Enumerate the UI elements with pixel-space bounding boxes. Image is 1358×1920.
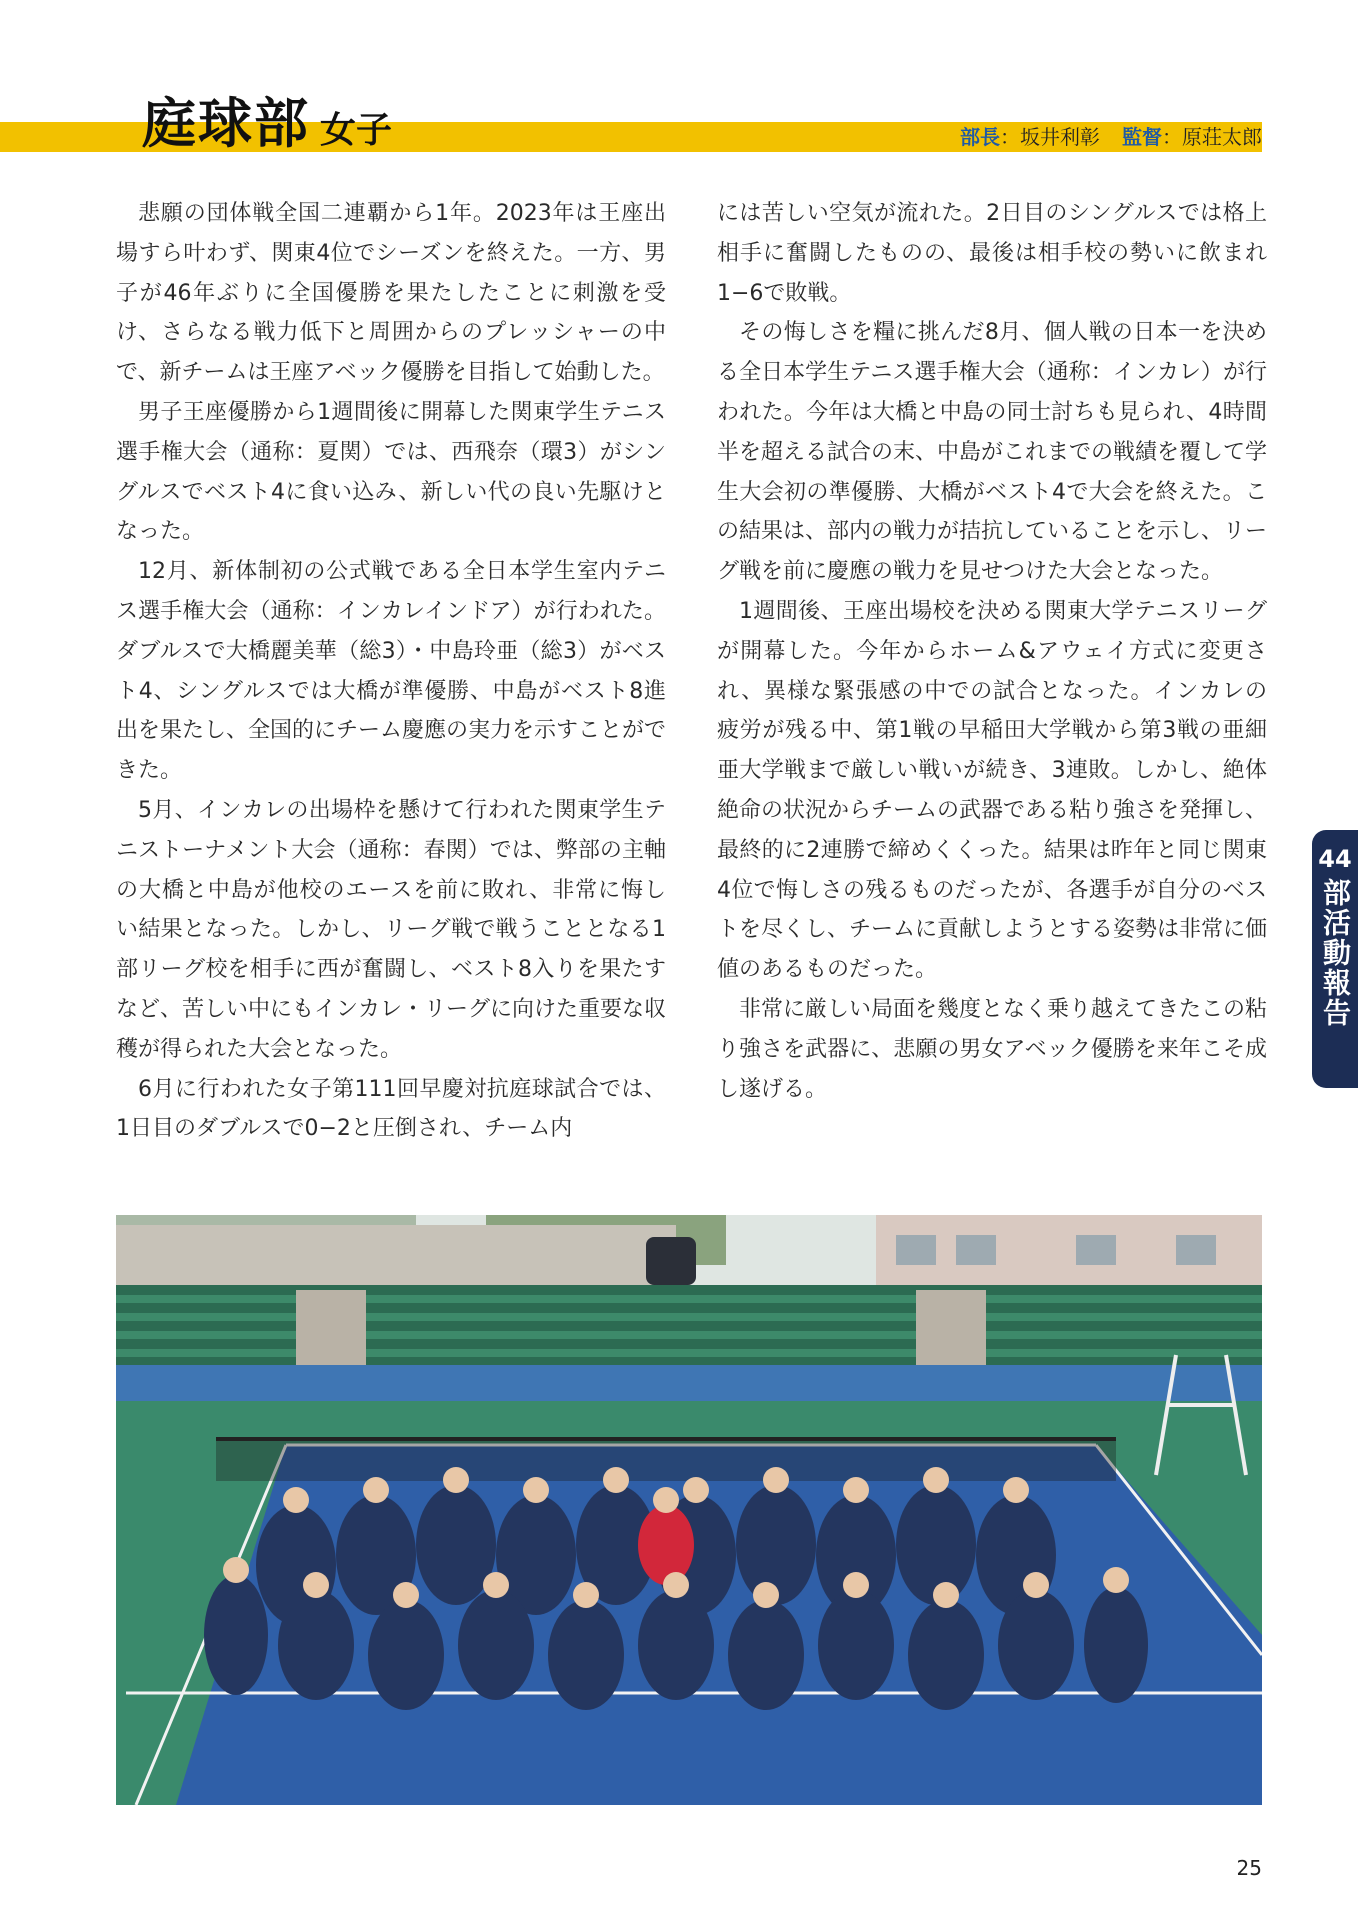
title-sub: 女子: [320, 110, 393, 151]
section-number: 44: [1318, 845, 1352, 873]
team-photo-illustration: [116, 1215, 1262, 1805]
article-left-column: [116, 194, 666, 1149]
paragraph-continued: には苦しい空気が流れた。2日目のシングルスでは格上相手に奮闘したものの、最後は相手校の勢いに飲まれ1−6で敗戦。: [717, 201, 1267, 306]
paragraph: 1週間後、王座出場校を決める関東大学テニスリーグが開幕した。今年からホーム&アウェイ方式に変更され、異様な緊張感の中での試合となった。インカレの疲労が残る中、第1戦の早稲田大学戦から第3戦の亜細亜大学戦まで厳しい戦いが続き、3連敗。しかし、絶体絶命の状況からチームの武器である粘り強さを発揮し、最終的に2連勝で締めくくった。結果は昨年と同じ関東4位で悔しさの残るものだったが、各選手が自分のベストを尽くし、チームに貢献しようとする姿勢は非常に価値のあるものだった。: [717, 598, 1268, 983]
role-director: 部長: [960, 125, 1000, 149]
article-right-column: [717, 194, 1267, 1109]
paragraph: 6月に行われた女子第111回早慶対抗庭球試合では、1日目のダブルスで0−2と圧倒され、チーム内: [116, 1076, 666, 1142]
title-main: 庭球部: [142, 92, 310, 155]
page-number: 25: [1236, 1856, 1262, 1880]
paragraph: 12月、新体制初の公式戦である全日本学生室内テニス選手権大会（通称：インカレインドア）が行われた。ダブルスで大橋麗美華（総3）・中島玲亜（総3）がベスト4、シングルスでは大橋が準優勝、中島がベスト8進出を果たし、全国的にチーム慶應の実力を示すことができた。: [116, 559, 667, 784]
paragraph: 非常に厳しい局面を幾度となく乗り越えてきたこの粘り強さを武器に、悲願の男女アベック優勝を来年こそ成し遂げる。: [717, 996, 1268, 1102]
page-title: [142, 92, 392, 156]
section-label: 部活動報告: [1319, 878, 1352, 1028]
paragraph: 悲願の団体戦全国二連覇から1年。2023年は王座出場すら叶わず、関東4位でシーズンを終えた。一方、男子が46年ぶりに全国優勝を果たしたことに刺激を受け、さらなる戦力低下と周囲からのプレッシャーの中で、新チームは王座アベック優勝を目指して始動した。: [116, 201, 666, 386]
paragraph: 5月、インカレの出場枠を懸けて行われた関東学生テニストーナメント大会（通称：春関）では、弊部の主軸の大橋と中島が他校のエースを前に敗れ、非常に悔しい結果となった。しかし、リーグ戦で戦うこととなる1部リーグ校を相手に西が奮闘し、ベスト8入りを果たすなど、苦しい中にもインカレ・リーグに向けた重要な収穫が得られた大会となった。: [116, 797, 667, 1062]
name-coach: ：原荘太郎: [1162, 125, 1262, 149]
section-side-tab: [1312, 830, 1358, 1088]
staff-info: [960, 122, 1262, 152]
paragraph: 男子王座優勝から1週間後に開幕した関東学生テニス選手権大会（通称：夏関）では、西飛奈（環3）がシングルスでベスト4に食い込み、新しい代の良い先駆けとなった。: [116, 399, 666, 545]
paragraph: その悔しさを糧に挑んだ8月、個人戦の日本一を決める全日本学生テニス選手権大会（通称：インカレ）が行われた。今年は大橋と中島の同士討ちも見られ、4時間半を超える試合の末、中島がこれまでの戦績を覆して学生大会初の準優勝、大橋がベスト4で大会を終えた。この結果は、部内の戦力が拮抗していることを示し、リーグ戦を前に慶應の戦力を見せつけた大会となった。: [717, 320, 1268, 585]
team-photo: [116, 1215, 1262, 1805]
role-coach: 監督: [1122, 125, 1162, 149]
name-director: ：坂井利彰: [1000, 125, 1100, 149]
